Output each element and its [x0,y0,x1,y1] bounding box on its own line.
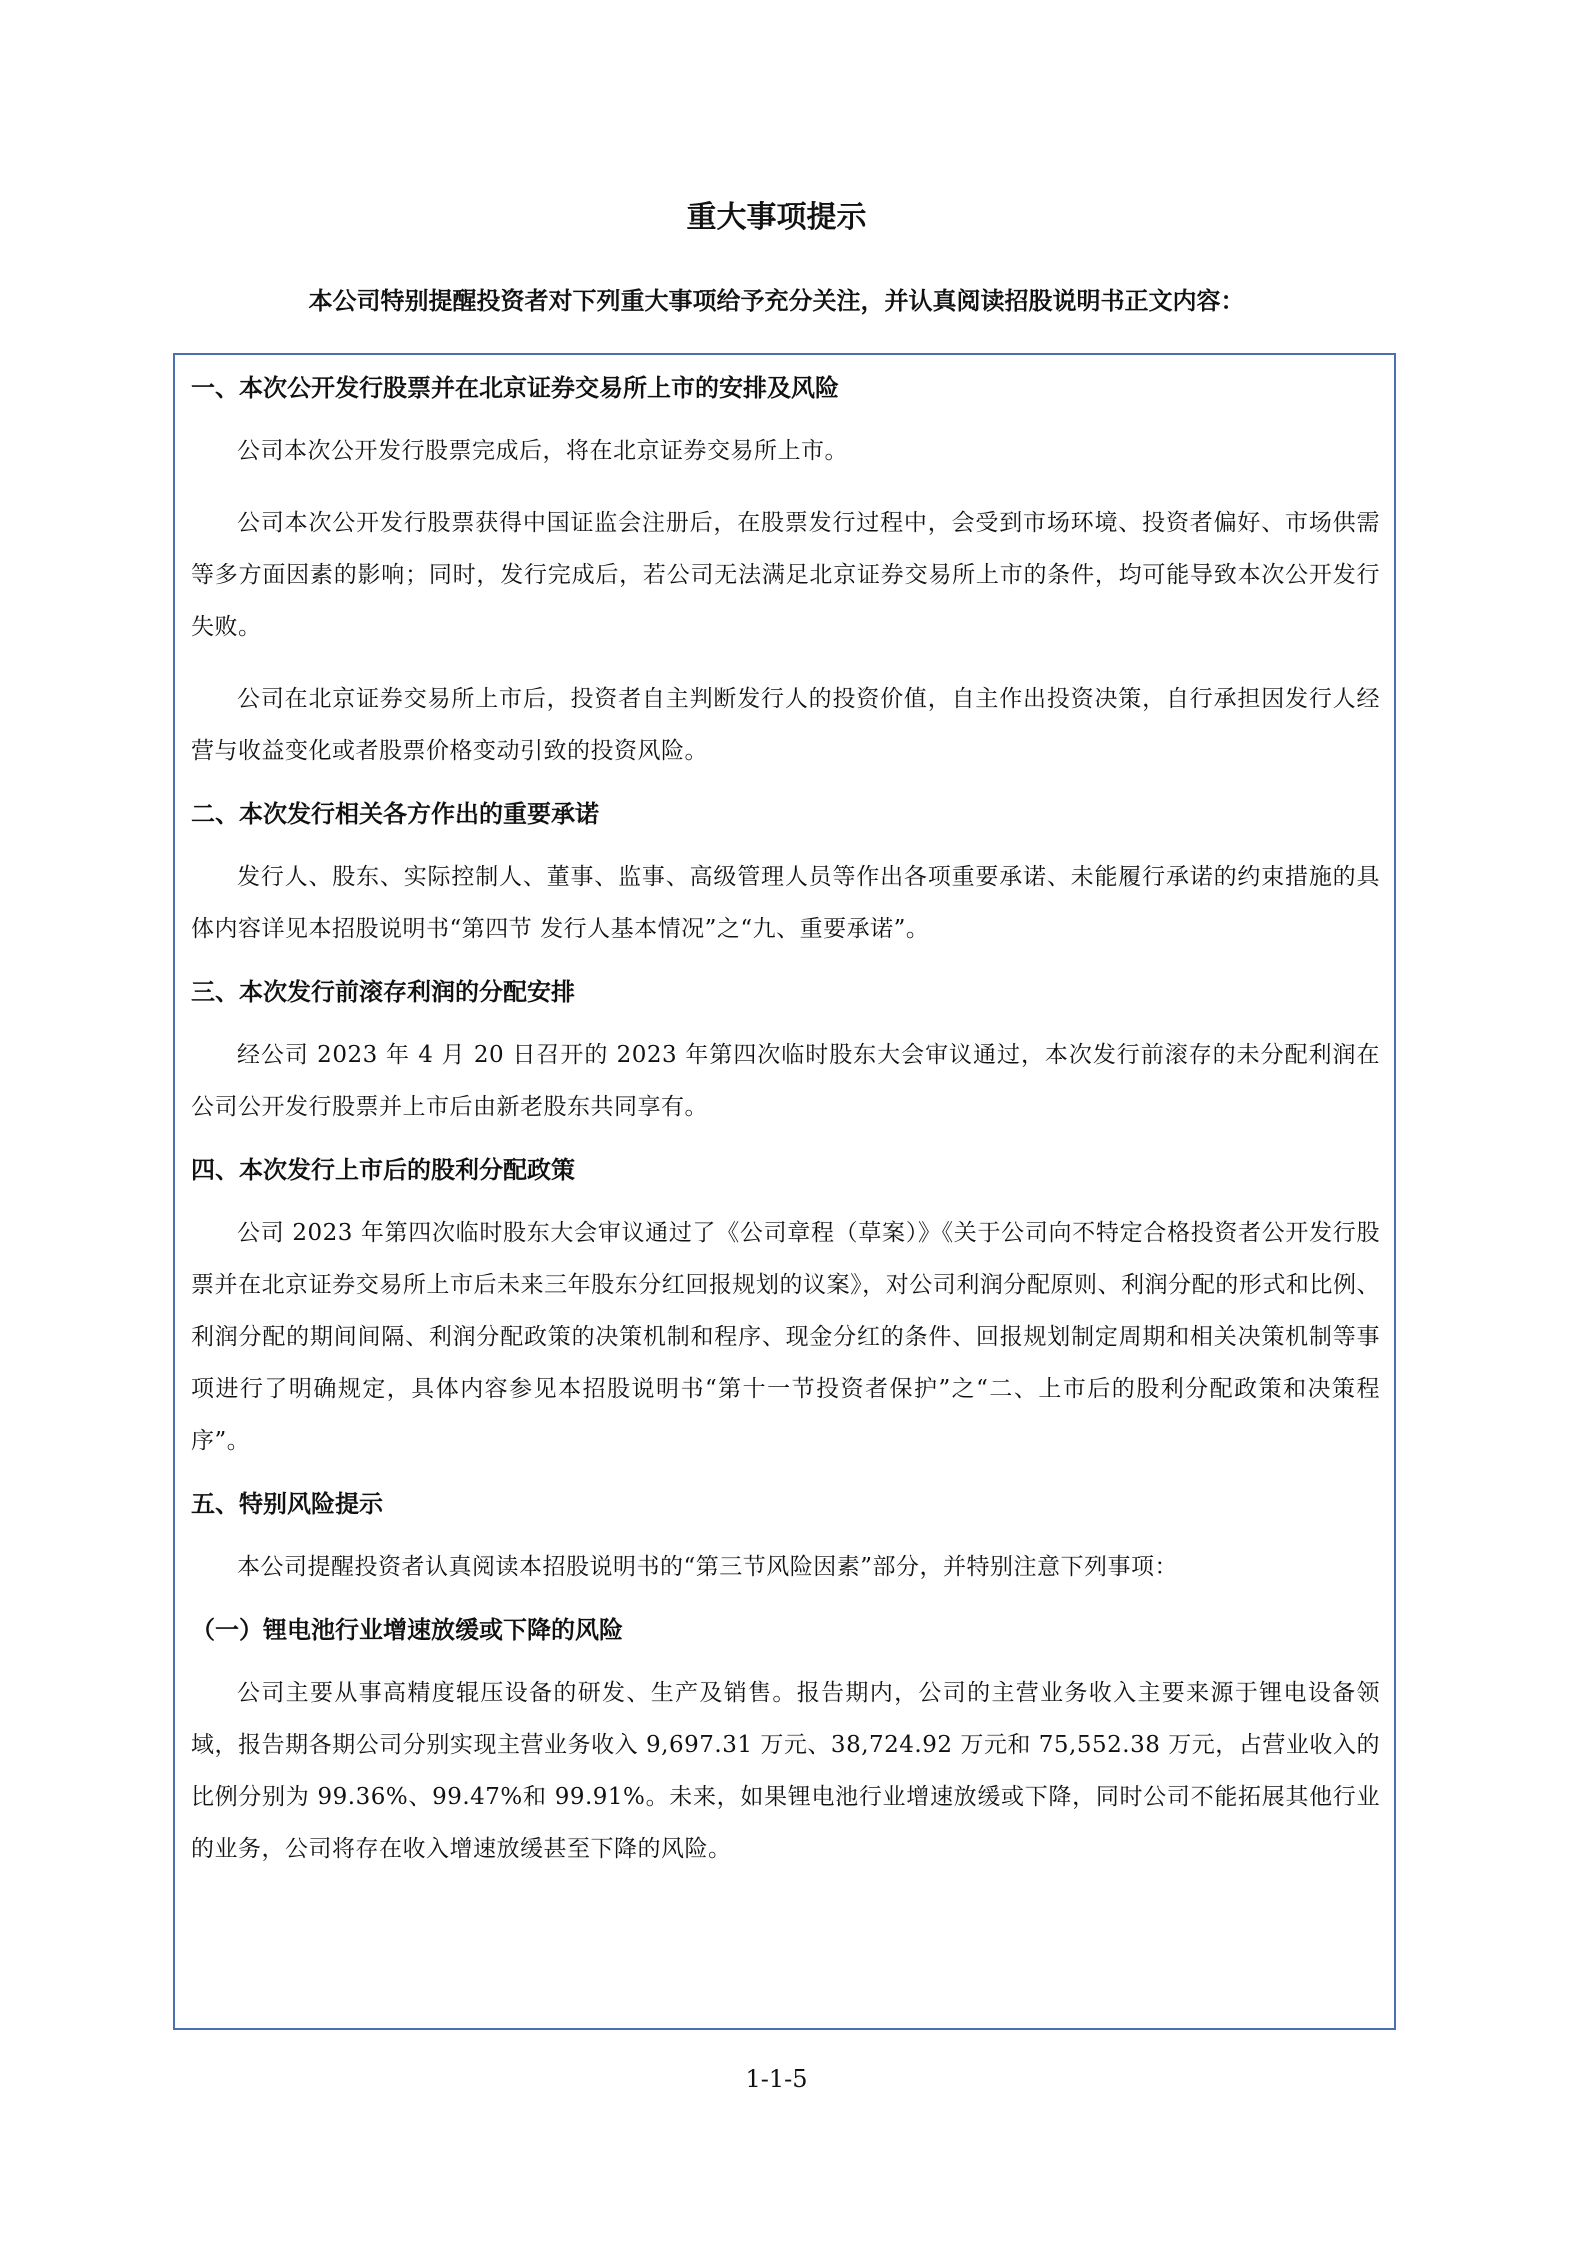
paragraph: 公司主要从事高精度辊压设备的研发、生产及销售。报告期内，公司的主营业务收入主要来源于锂电设备领域，报告期各期公司分别实现主营业务收入 9,697.31 万元、38,724.92 万元和 75,552.38 万元，占营业收入的比例分别为 99.36%、99.47%和 99.91%。未来，如果锂电池行业增速放缓或下降，同时公司不能拓展其他行业的业务，公司将存在收入增速放缓甚至下降的风险。 [191,1680,1380,1862]
paragraph: 公司本次公开发行股票获得中国证监会注册后，在股票发行过程中，会受到市场环境、投资者偏好、市场供需等多方面因素的影响；同时，发行完成后，若公司无法满足北京证券交易所上市的条件，均可能导致本次公开发行失败。 [191,510,1380,640]
section-heading: 一、本次公开发行股票并在北京证券交易所上市的安排及风险 [191,374,839,402]
intro-notice: 本公司特别提醒投资者对下列重大事项给予充分关注，并认真阅读招股说明书正文内容： [308,287,1245,315]
paragraph: 发行人、股东、实际控制人、董事、监事、高级管理人员等作出各项重要承诺、未能履行承诺的约束措施的具体内容详见本招股说明书“第四节 发行人基本情况”之“九、重要承诺”。 [191,864,1380,942]
subsection-heading: （一）锂电池行业增速放缓或下降的风险 [191,1616,623,1644]
section-heading: 三、本次发行前滚存利润的分配安排 [191,978,575,1006]
section-heading: 四、本次发行上市后的股利分配政策 [191,1156,575,1184]
page-title: 重大事项提示 [686,200,867,235]
section-heading: 二、本次发行相关各方作出的重要承诺 [191,800,599,828]
notice-box [173,353,1396,2030]
page-number: 1-1-5 [745,2065,808,2093]
section-heading: 五、特别风险提示 [191,1490,383,1518]
paragraph: 经公司 2023 年 4 月 20 日召开的 2023 年第四次临时股东大会审议通过，本次发行前滚存的未分配利润在公司公开发行股票并上市后由新老股东共同享有。 [191,1042,1380,1120]
paragraph: 本公司提醒投资者认真阅读本招股说明书的“第三节风险因素”部分，并特别注意下列事项： [237,1554,1179,1580]
paragraph: 公司在北京证券交易所上市后，投资者自主判断发行人的投资价值，自主作出投资决策，自行承担因发行人经营与收益变化或者股票价格变动引致的投资风险。 [191,686,1380,764]
paragraph: 公司 2023 年第四次临时股东大会审议通过了《公司章程（草案）》《关于公司向不特定合格投资者公开发行股票并在北京证券交易所上市后未来三年股东分红回报规划的议案》，对公司利润分配原则、利润分配的形式和比例、利润分配的期间间隔、利润分配政策的决策机制和程序、现金分红的条件、回报规划制定周期和相关决策机制等事项进行了明确规定，具体内容参见本招股说明书“第十一节投资者保护”之“二、上市后的股利分配政策和决策程序”。 [191,1220,1380,1454]
paragraph: 公司本次公开发行股票完成后，将在北京证券交易所上市。 [237,438,848,464]
